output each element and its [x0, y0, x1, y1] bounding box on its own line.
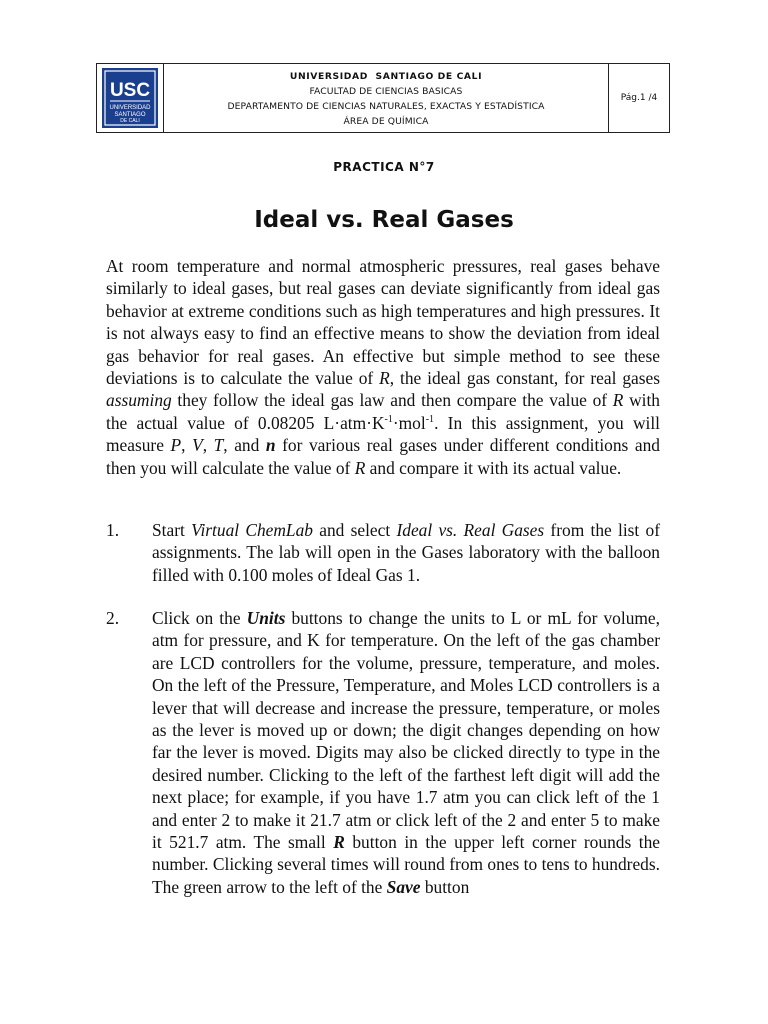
page-title: Ideal vs. Real Gases — [254, 207, 514, 233]
header-institution — [164, 64, 609, 132]
logo-text: USC — [109, 80, 151, 101]
logo-subtext: DE CALI — [120, 118, 140, 124]
faculty-name: FACULTAD DE CIENCIAS BASICAS — [309, 86, 463, 97]
document-header — [96, 63, 670, 133]
list-item — [106, 519, 660, 586]
list-number: 2. — [106, 608, 120, 628]
list-item — [106, 607, 660, 898]
logo-subtext: UNIVERSIDAD — [109, 105, 151, 111]
usc-logo — [102, 68, 158, 128]
list-item-text: Click on the Units buttons to change the units to L or mL for volume, atm for pressure, and K for temperature. On the left of the gas chamber are LCD controllers for the volume, pressure, temperature, and moles. On the left of the Pressure, Temperature, and Moles LCD controllers is a lever that will decrease and increase the pressure, temperature, or moles as the lever is moved up or down; the digit changes depending on how far the lever is moved. Digits may also be clicked directly to type in the desired number. Clicking to the left of the farthest left digit will add the next place; for example, if you have 1.7 atm you can click left of the 1 and enter 2 to make it 21.7 atm or click left of the 2 and enter 5 to make it 521.7 atm. The small R button in the upper left corner rounds the number. Clicking several times will round from ones to tens to hundreds. The green arrow to the left of the Save button — [152, 608, 661, 897]
area-name: ÁREA DE QUÍMICA — [343, 116, 429, 127]
intro-paragraph: At room temperature and normal atmospheric pressures, real gases behave similarly to ideal gases, but real gases can deviate significantly from ideal gas behavior at extreme conditions such as high temperatures and high pressures. It is not always easy to find an effective means to show the deviation from ideal gas behavior for real gases. An effective but simple method to see these deviations is to calculate the value of R, the ideal gas constant, for real gases assuming they follow the ideal gas law and then compare the value of R with the actual value of 0.08205 $L\cdot atm\cdot K^{-1}\cdot mol^{-1}$. In this assignment, you will measure P, V, T, and n for various real gases under different conditions and then you will calculate the value of R and compare it with its actual value. — [106, 256, 661, 478]
university-name: UNIVERSIDAD SANTIAGO DE CALI — [289, 71, 483, 82]
logo-cell — [97, 64, 164, 132]
list-item-text: Start Virtual ChemLab and select Ideal vs. Real Gases from the list of assignments. The lab will open in the Gases laboratory with the balloon filled with 0.100 moles of Ideal Gas 1. — [152, 520, 660, 585]
logo-subtext: SANTIAGO — [114, 112, 146, 118]
department-name: DEPARTAMENTO DE CIENCIAS NATURALES, EXACTAS Y ESTADÍSTICA — [227, 101, 545, 112]
practica-label: PRACTICA N°7 — [333, 160, 435, 174]
page-number: Pág.1 /4 — [620, 93, 658, 103]
list-number: 1. — [106, 520, 120, 540]
